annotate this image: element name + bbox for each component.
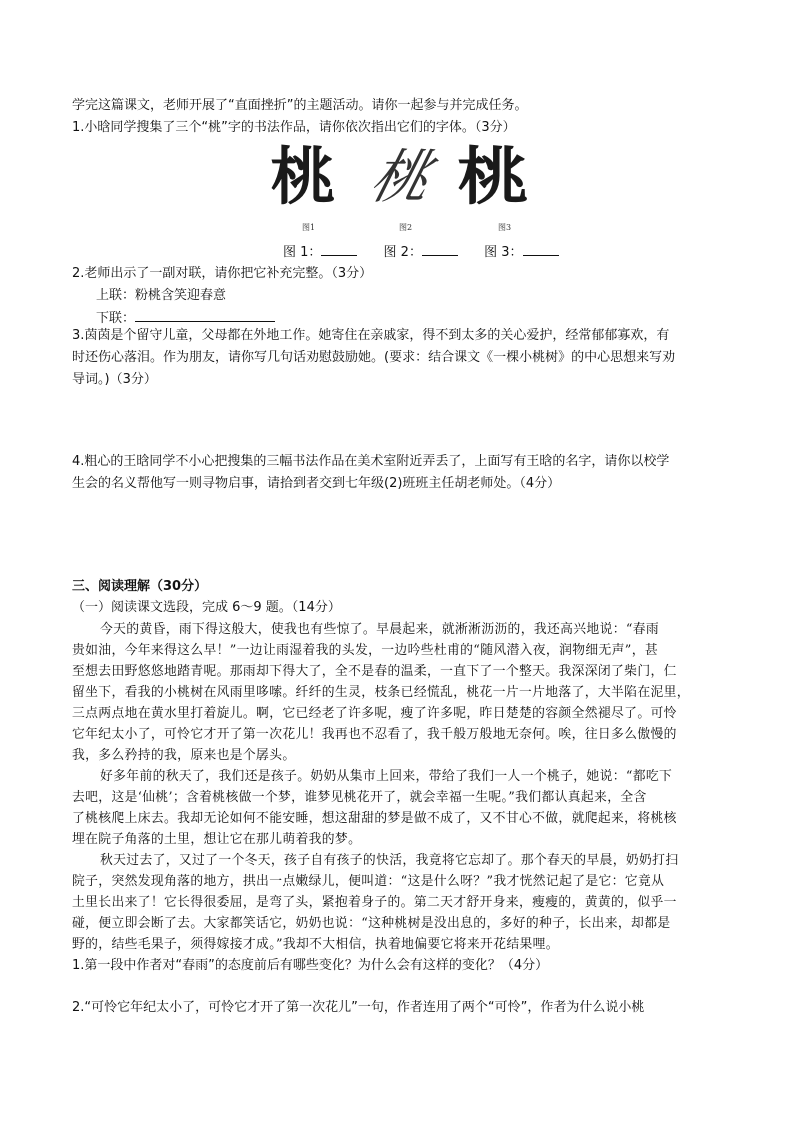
passage-line: 埋在院子角落的土里，想让它在那儿萌着我的梦。 <box>72 832 362 847</box>
passage-line: 它年纪太小了，可怜它才开了第一次花儿！我再也不忍看了，我千般万般地无奈何。唉，往日多么傲慢的 <box>72 727 677 742</box>
calligraphy-char-2: 桃 <box>363 143 439 211</box>
reading-question-2: 2.“可怜它年纪太小了，可怜它才开了第一次花儿”一句，作者连用了两个“可怜”，作者为什么说小桃 <box>72 1000 645 1015</box>
passage-line: 我，多么矜持的我，原来也是个孱头。 <box>72 748 296 763</box>
passage-line: 土里长出来了！它长得很委屈，是弯了头，紧抱着身子的。第二天才舒开身来，瘦瘦的，黄黄的，似乎一 <box>72 895 677 910</box>
passage-line: 了桃核爬上床去。我却无论如何不能安睡，想这甜甜的梦是做不成了，又不甘心不做，就爬起来，将桃核 <box>72 811 677 826</box>
passage-line: 院子，突然发现角落的地方，拱出一点嫩绿儿，便叫道：“这是什么呀？”我才恍然记起了是它：它竟从 <box>72 874 665 889</box>
intro-text: 学完这篇课文，老师开展了“直面挫折”的主题活动。请你一起参与并完成任务。 <box>72 98 528 113</box>
calligraphy-char-1: 桃 <box>270 140 336 213</box>
couplet-lower-label: 下联： <box>96 311 136 326</box>
question-2-text: 2.老师出示了一副对联，请你把它补充完整。（3分） <box>72 266 373 281</box>
calligraphy-images <box>272 138 552 216</box>
couplet-upper: 上联：粉桃含笑迎春意 <box>96 288 227 303</box>
passage-line: 贵如油，今年来得这么早！”一边让雨湿着我的头发，一边吟些杜甫的“随风潜入夜，润物细无声”，甚 <box>72 643 658 658</box>
calligraphy-char-3: 桃 <box>457 140 529 213</box>
answer-blank-3[interactable] <box>523 242 559 256</box>
passage-line: 碰，便立即会断了去。大家都笑话它，奶奶也说：“这种桃树是没出息的，多好的种子，长出来，却都是 <box>72 916 671 931</box>
couplet-lower-blank[interactable] <box>135 308 275 322</box>
font-answer-row <box>283 242 583 263</box>
caption-figure-2: 图2 <box>399 223 413 232</box>
answer-label-1: 图 1： <box>283 245 322 260</box>
question-3-line-3: 导词。)（3分） <box>72 372 157 387</box>
reading-question-1: 1.第一段中作者对“春雨”的态度前后有哪些变化？为什么会有这样的变化？（4分） <box>72 958 549 973</box>
passage-line: 三点两点地在黄水里打着旋儿。啊，它已经老了许多呢，瘦了许多呢，昨日楚楚的容颜全然褪尽了。可怜 <box>72 706 677 721</box>
question-4-line-1: 4.粗心的王晗同学不小心把搜集的三幅书法作品在美术室附近弄丢了，上面写有王晗的名字，请你以校学 <box>72 454 670 469</box>
question-3-line-2: 时还伤心落泪。作为朋友，请你写几句话劝慰鼓励她。(要求：结合课文《一棵小桃树》的中心思想来写劝 <box>72 350 676 365</box>
passage-line: 留坐下，看我的小桃树在风雨里哆嗦。纤纤的生灵，枝条已经慌乱，桃花一片一片地落了，大半陷在泥里， <box>72 685 690 700</box>
question-3-line-1: 3.茵茵是个留守儿童，父母都在外地工作。她寄住在亲戚家，得不到太多的关心爱护，经常郁郁寡欢，有 <box>72 328 670 343</box>
answer-label-3: 图 3： <box>484 245 523 260</box>
section-3-heading: 三、阅读理解（30分） <box>72 579 208 594</box>
answer-blank-1[interactable] <box>321 242 357 256</box>
answer-label-2: 图 2： <box>383 245 422 260</box>
caption-figure-1: 图1 <box>302 223 316 232</box>
section-3-subheading: （一）阅读课文选段，完成 6～9 题。（14分） <box>72 600 341 615</box>
question-4-line-2: 生会的名义帮他写一则寻物启事，请拾到者交到七年级(2)班班主任胡老师处。（4分） <box>72 476 561 491</box>
passage-line: 去吧，这是‘仙桃’；含着桃核做一个梦，谁梦见桃花开了，就会幸福一生呢。”我们都认真起来，全含 <box>72 790 647 805</box>
passage-line: 野的，结些毛果子，须得嫁接才成。”我却不大相信，执着地偏要它将来开花结果哩。 <box>72 937 559 952</box>
passage-line: 好多年前的秋天了，我们还是孩子。奶奶从集市上回来，带给了我们一人一个桃子，她说：“都吃下 <box>100 769 673 784</box>
answer-blank-2[interactable] <box>422 242 458 256</box>
passage-line: 秋天过去了，又过了一个冬天，孩子自有孩子的快活，我竟将它忘却了。那个春天的早晨，奶奶打扫 <box>100 853 679 868</box>
caption-figure-3: 图3 <box>498 223 512 232</box>
question-1-text: 1.小晗同学搜集了三个“桃”字的书法作品，请你依次指出它们的字体。（3分） <box>72 120 516 135</box>
passage-line: 今天的黄昏，雨下得这般大，使我也有些惊了。早晨起来，就淅淅沥沥的，我还高兴地说：“春雨 <box>100 622 660 637</box>
passage-line: 至想去田野悠悠地踏青呢。那雨却下得大了，全不是春的温柔，一直下了一个整天。我深深闭了柴门，仁 <box>72 664 677 679</box>
